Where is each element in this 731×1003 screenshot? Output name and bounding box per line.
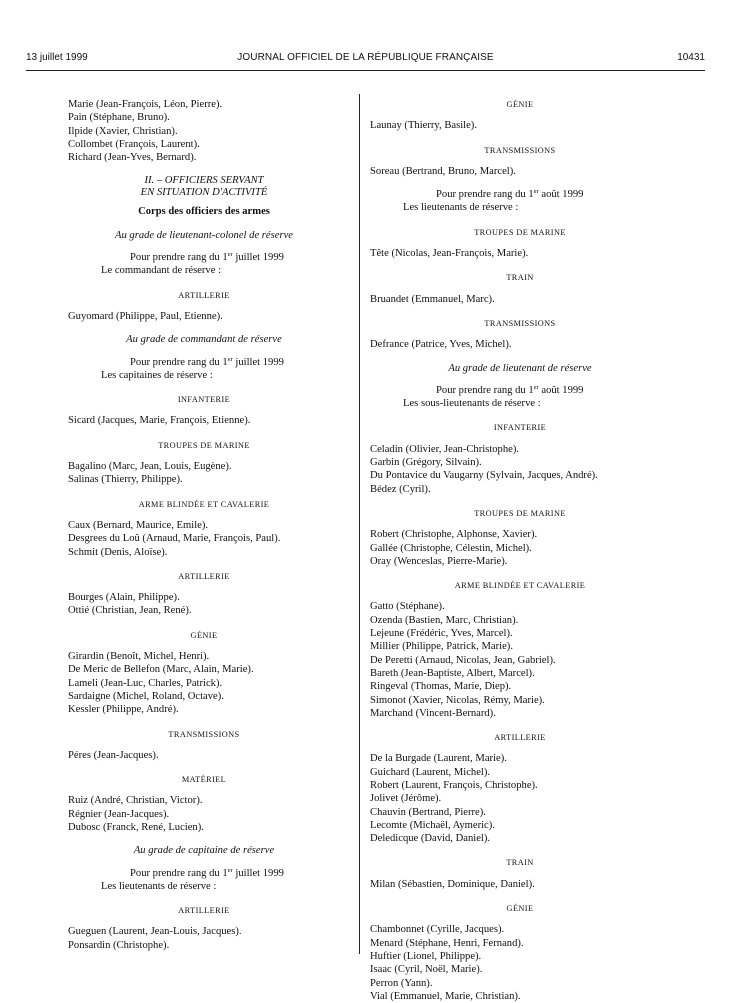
name-entry: Robert (Christophe, Alphonse, Xavier).: [370, 529, 538, 541]
name-list: [370, 247, 670, 260]
name-list: [370, 293, 670, 306]
name-entry: Deledicque (David, Daniel).: [370, 833, 491, 845]
name-entry: Lejeune (Frédéric, Yves, Marcel).: [370, 628, 513, 640]
name-entry: Huftier (Lionel, Philippe).: [370, 950, 482, 962]
name-entry: Vial (Emmanuel, Marie, Christian).: [370, 990, 521, 1002]
arm-heading: TROUPES DE MARINE: [474, 508, 566, 518]
name-entry: Gatto (Stéphane).: [370, 601, 445, 613]
arm-heading: TRANSMISSIONS: [484, 145, 556, 155]
name-entry: Salinas (Thierry, Philippe).: [68, 474, 183, 486]
name-entry: Girardin (Benoît, Michel, Henri).: [68, 651, 210, 663]
arm-heading: ARTILLERIE: [178, 290, 230, 300]
rank-intro: Les sous-lieutenants de réserve :: [403, 398, 541, 410]
name-entry: Marchand (Vincent-Bernard).: [370, 707, 496, 719]
grade-heading: Au grade de commandant de réserve: [126, 334, 282, 346]
name-entry: Guyomard (Philippe, Paul, Etienne).: [68, 310, 223, 322]
name-entry: Bruandet (Emmanuel, Marc).: [370, 293, 495, 305]
rank-date: [370, 188, 670, 201]
arm-heading: GÉNIE: [506, 100, 534, 109]
column-divider: [359, 94, 360, 954]
grade-heading: Au grade de lieutenant-colonel de réserve: [115, 229, 293, 241]
name-entry: Garbin (Grégory, Silvain).: [370, 457, 482, 469]
name-list: [68, 925, 340, 952]
name-entry: Bédez (Cyril).: [370, 483, 431, 495]
arm-heading: TRAIN: [506, 273, 534, 283]
name-list: [68, 98, 340, 164]
rank-date-sup: er: [227, 355, 233, 363]
name-list: [370, 878, 670, 891]
header-rule: [26, 70, 705, 71]
name-entry: Régnier (Jean-Jacques).: [68, 808, 170, 820]
right-column: [370, 98, 670, 1003]
arm-heading: ARME BLINDÉE ET CAVALERIE: [138, 499, 270, 509]
rank-date-text: août 1999: [538, 384, 584, 396]
grade-heading: Au grade de lieutenant de réserve: [448, 362, 592, 374]
name-list: [370, 923, 670, 1003]
name-entry: Milan (Sébastien, Dominique, Daniel).: [370, 878, 535, 890]
arm-heading: TRANSMISSIONS: [168, 729, 240, 739]
rank-intro: Le commandant de réserve :: [101, 265, 222, 277]
name-entry: Ringeval (Thomas, Marie, Diep).: [370, 681, 512, 693]
name-entry: Collombet (François, Laurent).: [68, 138, 200, 150]
arm-heading: ARTILLERIE: [494, 733, 546, 743]
name-list: [68, 650, 340, 716]
rank-date: [68, 867, 340, 880]
name-entry: Defrance (Patrice, Yves, Michel).: [370, 339, 512, 351]
name-entry: Schmit (Denis, Aloïse).: [68, 546, 168, 558]
rank-intro: Les capitaines de réserve :: [101, 369, 213, 381]
arm-heading: TROUPES DE MARINE: [158, 440, 250, 450]
rank-date-sup: er: [533, 383, 539, 391]
page-number: 10431: [677, 52, 705, 63]
rank-date: [68, 356, 340, 369]
name-entry: Guichard (Laurent, Michel).: [370, 766, 491, 778]
rank-date: [370, 384, 670, 397]
arm-heading: INFANTERIE: [177, 395, 231, 405]
name-entry: Launay (Thierry, Basile).: [370, 120, 477, 132]
name-list: [370, 600, 670, 720]
name-entry: Menard (Stéphane, Henri, Fernand).: [370, 937, 524, 949]
name-entry: Sicard (Jacques, Marie, François, Etienne).: [68, 415, 251, 427]
name-entry: Bareth (Jean-Baptiste, Albert, Marcel).: [370, 667, 535, 679]
name-list: [370, 443, 670, 496]
rank-date-text: Pour prendre rang du 1: [436, 384, 534, 396]
name-entry: Pain (Stéphane, Bruno).: [68, 112, 170, 124]
name-list: [370, 119, 670, 132]
rank-date-sup: er: [227, 866, 233, 874]
name-entry: Perron (Yann).: [370, 977, 433, 989]
name-list: [68, 310, 340, 323]
rank-date-text: Pour prendre rang du 1: [130, 252, 228, 264]
name-list: [68, 460, 340, 487]
section-title: [68, 175, 340, 199]
rank-date-text: juillet 1999: [232, 356, 284, 368]
name-list: [68, 519, 340, 559]
corps-heading: Corps des officiers des armes: [138, 206, 270, 218]
name-entry: Gueguen (Laurent, Jean-Louis, Jacques).: [68, 926, 242, 938]
name-entry: Du Pontavice du Vaugarny (Sylvain, Jacques, André).: [370, 470, 598, 482]
name-entry: Oray (Wenceslas, Pierre-Marie).: [370, 555, 508, 567]
name-entry: Ilpide (Xavier, Christian).: [68, 125, 178, 137]
name-entry: Chauvin (Bertrand, Pierre).: [370, 806, 486, 818]
name-entry: Celadin (Olivier, Jean-Christophe).: [370, 443, 520, 455]
arm-heading: GÉNIE: [190, 630, 218, 640]
arm-heading: ARME BLINDÉE ET CAVALERIE: [454, 581, 586, 591]
name-entry: Desgrees du Loû (Arnaud, Marie, François, Paul).: [68, 533, 281, 545]
rank-date-text: Pour prendre rang du 1: [130, 867, 228, 879]
name-list: [370, 752, 670, 845]
rank-date-sup: er: [533, 188, 539, 196]
name-list: [68, 414, 340, 427]
arm-heading: TRAIN: [506, 858, 534, 868]
name-list: [370, 165, 670, 178]
name-list: [68, 591, 340, 618]
header-date: 13 juillet 1999: [26, 52, 88, 63]
page-header: [26, 52, 705, 68]
name-entry: Jolivet (Jérôme).: [370, 793, 442, 805]
name-entry: Caux (Bernard, Maurice, Emile).: [68, 519, 209, 531]
name-entry: Ottié (Christian, Jean, René).: [68, 605, 192, 617]
name-entry: Isaac (Cyril, Noël, Marie).: [370, 964, 483, 976]
rank-intro: Les lieutenants de réserve :: [403, 202, 519, 214]
name-entry: Bourges (Alain, Philippe).: [68, 592, 180, 604]
arm-heading: INFANTERIE: [493, 423, 547, 433]
name-entry: Dubosc (Franck, René, Lucien).: [68, 821, 204, 833]
arm-heading: ARTILLERIE: [178, 571, 230, 581]
arm-heading: TROUPES DE MARINE: [474, 227, 566, 237]
name-entry: Lameli (Jean-Luc, Charles, Patrick).: [68, 677, 223, 689]
name-list: [370, 528, 670, 568]
journal-title: JOURNAL OFFICIEL DE LA RÉPUBLIQUE FRANÇAISE: [237, 52, 494, 63]
name-entry: Lecomte (Michaël, Aymeric).: [370, 819, 495, 831]
name-entry: Chambonnet (Cyrille, Jacques).: [370, 924, 505, 936]
name-list: [68, 749, 340, 762]
rank-date-text: Pour prendre rang du 1: [436, 189, 534, 201]
name-entry: Millier (Philippe, Patrick, Marie).: [370, 641, 513, 653]
arm-heading: ARTILLERIE: [178, 906, 230, 916]
name-entry: Sardaigne (Michel, Roland, Octave).: [68, 690, 224, 702]
name-entry: Ruiz (André, Christian, Victor).: [68, 795, 203, 807]
name-entry: Tête (Nicolas, Jean-François, Marie).: [370, 248, 529, 260]
rank-date: [68, 251, 340, 264]
section-title-line: II. – OFFICIERS SERVANT: [144, 175, 264, 187]
rank-date-sup: er: [227, 251, 233, 259]
name-entry: Ponsardin (Christophe).: [68, 939, 170, 951]
section-title-line: EN SITUATION D'ACTIVITÉ: [140, 187, 268, 199]
name-entry: Gallée (Christophe, Célestin, Michel).: [370, 542, 532, 554]
name-list: [370, 338, 670, 351]
rank-date-text: août 1999: [538, 189, 584, 201]
rank-date-text: juillet 1999: [232, 867, 284, 879]
name-entry: Richard (Jean-Yves, Bernard).: [68, 152, 197, 164]
arm-heading: MATÉRIEL: [181, 775, 227, 785]
left-column: [68, 98, 340, 952]
name-entry: De Peretti (Arnaud, Nicolas, Jean, Gabriel).: [370, 654, 556, 666]
name-list: [68, 794, 340, 834]
name-entry: Robert (Laurent, François, Christophe).: [370, 779, 538, 791]
name-entry: De Meric de Bellefon (Marc, Alain, Marie).: [68, 664, 254, 676]
arm-heading: TRANSMISSIONS: [484, 318, 556, 328]
name-entry: Bagalino (Marc, Jean, Louis, Eugène).: [68, 461, 232, 473]
name-entry: Simonot (Xavier, Nicolas, Rémy, Marie).: [370, 694, 545, 706]
name-entry: Péres (Jean-Jacques).: [68, 749, 159, 761]
name-entry: Soreau (Bertrand, Bruno, Marcel).: [370, 165, 516, 177]
name-entry: Marie (Jean-François, Léon, Pierre).: [68, 99, 223, 110]
rank-date-text: Pour prendre rang du 1: [130, 356, 228, 368]
rank-intro: Les lieutenants de réserve :: [101, 880, 217, 892]
arm-heading: GÉNIE: [506, 904, 534, 914]
rank-date-text: juillet 1999: [232, 252, 284, 264]
name-entry: Kessler (Philippe, André).: [68, 704, 179, 716]
grade-heading: Au grade de capitaine de réserve: [133, 845, 275, 857]
name-entry: De la Burgade (Laurent, Marie).: [370, 753, 507, 765]
name-entry: Ozenda (Bastien, Marc, Christian).: [370, 614, 519, 626]
